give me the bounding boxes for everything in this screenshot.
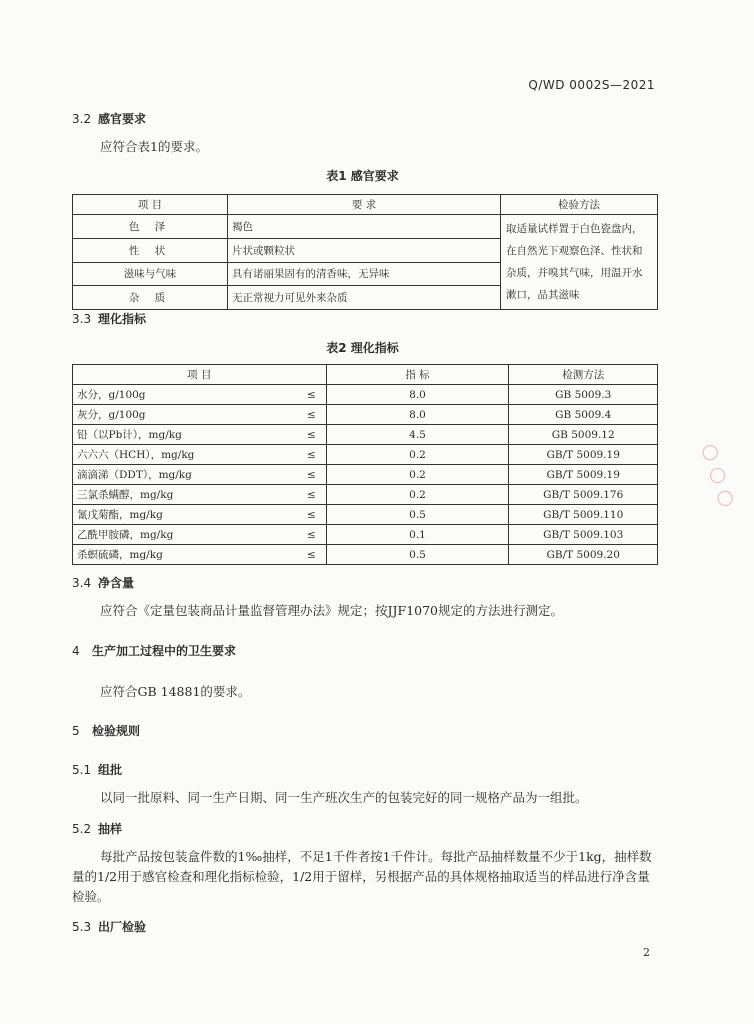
table-header-row	[73, 365, 658, 385]
row-item: 杀螟硫磷，mg/kg	[73, 545, 298, 565]
section-5-1-heading	[72, 761, 122, 778]
row-method: GB/T 5009.20	[509, 545, 658, 565]
section-number: 5	[72, 724, 80, 738]
table-row	[73, 545, 658, 565]
row-operator: ≤	[297, 465, 326, 485]
header-method: 检验方法	[501, 195, 658, 215]
table-row	[73, 465, 658, 485]
row-operator: ≤	[297, 485, 326, 505]
section-5-2-heading	[72, 820, 122, 837]
row-operator: ≤	[297, 545, 326, 565]
table-row	[73, 485, 658, 505]
table-row	[73, 215, 658, 239]
sensory-method: 取适量试样置于白色瓷盘内，在自然光下观察色泽、性状和杂质，并嗅其气味，用温开水漱口，品其滋味	[501, 215, 658, 310]
standard-number: Q/WD 0002S—2021	[528, 78, 655, 92]
section-number: 3.4	[72, 576, 92, 590]
section-number: 3.2	[72, 112, 92, 126]
row-value: 0.2	[326, 445, 509, 465]
row-requirement: 无正常视力可见外来杂质	[228, 286, 501, 310]
row-method: GB 5009.12	[509, 425, 658, 445]
row-requirement: 褐色	[228, 215, 501, 239]
row-item: 铅（以Pb计），mg/kg	[73, 425, 298, 445]
row-operator: ≤	[297, 385, 326, 405]
section-title: 抽样	[98, 822, 123, 836]
section-3-3-heading	[72, 310, 146, 327]
section-title: 净含量	[98, 576, 135, 590]
section-3-4-text: 应符合《定量包装商品计量监督管理办法》规定；按JJF1070规定的方法进行测定。	[100, 603, 564, 618]
table-row	[73, 385, 658, 405]
row-operator: ≤	[297, 425, 326, 445]
section-5-1-text: 以同一批原料、同一生产日期、同一生产班次生产的包装完好的同一规格产品为一组批。	[100, 790, 588, 805]
section-title: 检验规则	[92, 724, 141, 738]
table-row	[73, 425, 658, 445]
row-value: 8.0	[326, 405, 509, 425]
header-item: 项 目	[73, 365, 327, 385]
row-method: GB 5009.4	[509, 405, 658, 425]
row-item: 氰戊菊酯，mg/kg	[73, 505, 298, 525]
row-item: 灰分，g/100g	[73, 405, 298, 425]
row-operator: ≤	[297, 525, 326, 545]
table-row	[73, 525, 658, 545]
row-method: GB/T 5009.103	[509, 525, 658, 545]
table2-caption: 表2 理化指标	[326, 341, 399, 355]
red-seal-stamp: ○○○	[694, 435, 740, 512]
section-title: 组批	[98, 763, 123, 777]
header-method: 检测方法	[509, 365, 658, 385]
row-method: GB 5009.3	[509, 385, 658, 405]
row-item: 六六六（HCH），mg/kg	[73, 445, 298, 465]
row-item: 滋味与气味	[73, 262, 228, 286]
section-title: 出厂检验	[98, 920, 147, 934]
row-operator: ≤	[297, 405, 326, 425]
row-method: GB/T 5009.176	[509, 485, 658, 505]
row-method: GB/T 5009.19	[509, 465, 658, 485]
row-operator: ≤	[297, 445, 326, 465]
row-method: GB/T 5009.110	[509, 505, 658, 525]
section-5-2-text: 每批产品按包装盒件数的1‰抽样，不足1千件者按1千件计。每批产品抽样数量不少于1kg，抽样数量的1/2用于感官检查和理化指标检验，1/2用于留样，另根据产品的具体规格抽取适当的样品进行净含量检验。	[72, 849, 652, 904]
section-5-3-heading	[72, 918, 146, 935]
row-item: 滴滴涕（DDT），mg/kg	[73, 465, 298, 485]
row-value: 0.2	[326, 485, 509, 505]
row-item: 色 泽	[73, 215, 228, 239]
row-requirement: 片状或颗粒状	[228, 238, 501, 262]
row-value: 0.2	[326, 465, 509, 485]
row-method: GB/T 5009.19	[509, 445, 658, 465]
row-operator: ≤	[297, 505, 326, 525]
section-title: 生产加工过程中的卫生要求	[92, 644, 237, 658]
section-title: 感官要求	[98, 112, 147, 126]
section-4-heading	[72, 642, 236, 659]
row-item: 水分，g/100g	[73, 385, 298, 405]
section-4-text: 应符合GB 14881的要求。	[100, 684, 251, 699]
header-indicator: 指 标	[326, 365, 509, 385]
header-item: 项 目	[73, 195, 228, 215]
sensory-table	[72, 194, 658, 310]
table-row	[73, 445, 658, 465]
row-item: 杂 质	[73, 286, 228, 310]
section-number: 5.3	[72, 920, 92, 934]
row-value: 0.1	[326, 525, 509, 545]
section-number: 5.2	[72, 822, 92, 836]
table-row	[73, 505, 658, 525]
page-number: 2	[643, 946, 650, 959]
section-5-heading	[72, 722, 140, 739]
row-value: 4.5	[326, 425, 509, 445]
section-3-2-heading	[72, 110, 146, 127]
table1-caption: 表1 感官要求	[326, 169, 399, 183]
row-item: 三氯杀螨醇，mg/kg	[73, 485, 298, 505]
section-3-4-heading	[72, 574, 134, 591]
table-row	[73, 405, 658, 425]
section-3-2-text: 应符合表1的要求。	[100, 139, 208, 154]
section-number: 3.3	[72, 312, 92, 326]
row-item: 性 状	[73, 238, 228, 262]
row-item: 乙酰甲胺磷，mg/kg	[73, 525, 298, 545]
section-number: 5.1	[72, 763, 92, 777]
header-requirement: 要 求	[228, 195, 501, 215]
row-value: 0.5	[326, 505, 509, 525]
physicochemical-table	[72, 364, 658, 565]
row-value: 0.5	[326, 545, 509, 565]
section-number: 4	[72, 644, 80, 658]
section-title: 理化指标	[98, 312, 147, 326]
row-value: 8.0	[326, 385, 509, 405]
row-requirement: 具有诺丽果固有的清香味，无异味	[228, 262, 501, 286]
table-header-row	[73, 195, 658, 215]
